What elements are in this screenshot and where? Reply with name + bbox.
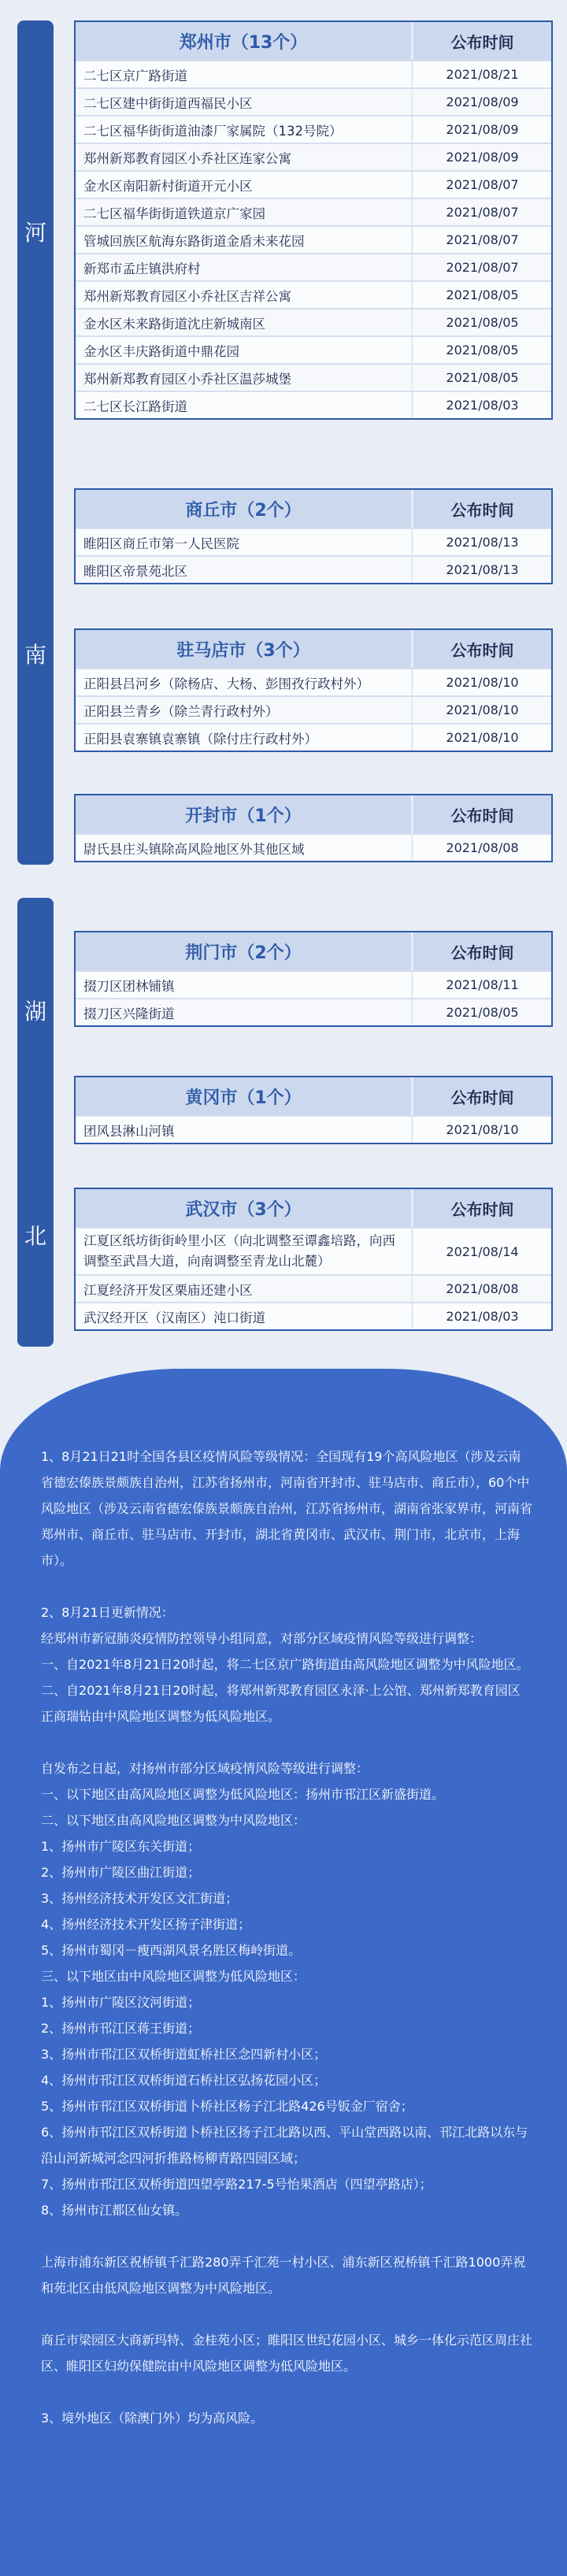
notice-paragraph: 2、扬州市广陵区曲江街道； [41,1865,201,1880]
area-name: 二七区建中街街道西福民小区 [83,95,253,111]
notice-paragraph: 2、扬州市邗江区蒋王街道； [41,2021,201,2036]
province-henan [17,20,553,865]
notice-paragraph: 8、扬州市江都区仙女镇。 [41,2203,188,2218]
publish-date: 2021/08/03 [411,1303,551,1329]
city-table-shangqiu [74,488,553,584]
table-row [76,998,551,1025]
area-name: 正阳县吕河乡（除杨店、大杨、彭围孜行政村外） [83,676,369,691]
area-name: 郑州新郑教育园区小乔社区吉祥公寓 [83,288,291,304]
paragraph-gap [41,1573,532,1599]
city-table-rows [74,528,553,584]
city-table-header [74,488,553,528]
notice-paragraph: 5、扬州市邗江区双桥街道卜桥社区杨子江北路426号钣金厂宿舍； [41,2099,413,2114]
notice-paragraph: 7、扬州市邗江区双桥街道四望亭路217-5号怡果酒店（四望亭路店）； [41,2177,432,2192]
city-table-header [74,20,553,60]
publish-date: 2021/08/09 [411,144,551,170]
notice-paragraph: 4、扬州市邗江区双桥街道石桥社区弘扬花园小区； [41,2073,327,2088]
table-row [76,1274,551,1302]
area-name: 管城回族区航海东路街道金盾未来花园 [83,233,305,249]
area-name: 武汉经开区（汉南区）沌口街道 [83,1310,265,1325]
notice-paragraph: 二、以下地区由高风险地区调整为中风险地区： [41,1813,306,1828]
area-name: 掇刀区兴隆街道 [83,1006,175,1021]
area-name: 金水区丰庆路街道中鼎花园 [83,343,239,359]
city-table-header [74,794,553,833]
publish-date: 2021/08/08 [411,835,551,861]
area-name: 正阳县兰青乡（除兰青行政村外） [83,703,279,719]
table-row [76,308,551,335]
table-row [76,198,551,225]
notice-card [0,1369,567,2576]
date-column-header: 公布时间 [411,630,551,668]
publish-date: 2021/08/05 [411,365,551,391]
province-char: 北 [24,1222,46,1249]
table-row [76,723,551,751]
publish-date: 2021/08/14 [411,1229,551,1274]
table-row [76,1115,551,1143]
area-name: 金水区未来路街道沈庄新城南区 [83,316,265,332]
notice-paragraph: 1、扬州市广陵区汶河街道； [41,1995,201,2010]
table-row [76,1227,551,1274]
notice-text [41,1444,532,2431]
publish-date: 2021/08/05 [411,999,551,1025]
area-name: 正阳县袁寨镇袁寨镇（除付庄行政村外） [83,731,317,747]
area-name: 江夏经济开发区栗庙还建小区 [83,1282,253,1298]
publish-date: 2021/08/05 [411,337,551,363]
notice-paragraph: 6、扬州市邗江区双桥街道卜桥社区扬子江北路以西、平山堂西路以南、邗江北路以东与沿山河新城河念四河折推路杨柳青路四园区域； [41,2125,528,2166]
area-name: 新郑市孟庄镇洪府村 [83,261,201,276]
table-row [76,60,551,87]
table-row [76,87,551,115]
paragraph-gap [41,1729,532,1755]
city-table-rows [74,1227,553,1331]
city-title: 郑州市（13个） [179,32,308,53]
notice-paragraph: 1、扬州市广陵区东关街道； [41,1839,201,1854]
publish-date: 2021/08/10 [411,697,551,723]
publish-date: 2021/08/07 [411,172,551,198]
area-name: 二七区福华街街道油漆厂家属院（132号院） [83,123,343,139]
table-row [76,253,551,280]
province-char: 湖 [24,998,46,1025]
city-table-rows [74,60,553,420]
paragraph-gap [41,2223,532,2249]
city-table-zhengzhou [74,20,553,420]
city-title: 商丘市（2个） [185,500,302,521]
publish-date: 2021/08/05 [411,282,551,308]
publish-date: 2021/08/07 [411,199,551,225]
area-name: 睢阳区商丘市第一人民医院 [83,536,239,551]
table-row [76,115,551,143]
notice-paragraph: 4、扬州经济技术开发区扬子津街道； [41,1917,251,1932]
notice-paragraph: 商丘市梁园区大商新玛特、金桂苑小区；睢阳区世纪花园小区、城乡一体化示范区周庄社区、睢阳区妇幼保健院由中风险地区调整为低风险地区。 [41,2333,533,2374]
publish-date: 2021/08/05 [411,309,551,335]
city-table-wuhan [74,1188,553,1331]
area-name: 尉氏县庄头镇除高风险地区外其他区域 [83,841,305,857]
paragraph-gap [41,2301,532,2327]
publish-date: 2021/08/10 [411,725,551,751]
notice-paragraph: 经郑州市新冠肺炎疫情防控领导小组同意，对部分区域疫情风险等级进行调整： [41,1631,483,1646]
notice-paragraph: 三、以下地区由中风险地区调整为低风险地区： [41,1969,306,1984]
notice-paragraph: 自发布之日起，对扬州市部分区域疫情风险等级进行调整： [41,1761,369,1776]
table-row [76,335,551,363]
publish-date: 2021/08/09 [411,89,551,115]
date-column-header: 公布时间 [411,932,551,970]
notice-paragraph: 2、8月21日更新情况： [41,1605,174,1620]
notice-paragraph: 5、扬州市蜀冈－瘦西湖风景名胜区梅岭街道。 [41,1943,302,1958]
table-row [76,528,551,555]
area-name: 郑州新郑教育园区小乔社区温莎城堡 [83,371,291,387]
publish-date: 2021/08/07 [411,254,551,280]
publish-date: 2021/08/09 [411,117,551,143]
publish-date: 2021/08/08 [411,1276,551,1302]
table-row [76,143,551,170]
area-name: 睢阳区帝景苑北区 [83,563,187,579]
notice-paragraph: 一、自2021年8月21日20时起，将二七区京广路街道由高风险地区调整为中风险地区。 [41,1657,529,1672]
area-name: 二七区长江路街道 [83,398,187,414]
table-row [76,1302,551,1329]
area-name: 掇刀区团林铺镇 [83,978,175,994]
city-title: 开封市（1个） [185,806,302,826]
table-row [76,668,551,695]
city-table-huanggang [74,1076,553,1144]
city-table-header [74,1188,553,1227]
notice-paragraph: 3、扬州经济技术开发区文汇街道； [41,1891,239,1906]
city-table-header [74,1076,553,1115]
notice-paragraph: 1、8月21日21时全国各县区疫情风险等级情况：全国现有19个高风险地区（涉及云南省德宏傣族景颇族自治州，江苏省扬州市，河南省开封市、驻马店市、商丘市），60个中风险地区（涉及云南省德宏傣族景颇族自治州，江苏省扬州市，湖南省张家界市，河南省郑州市、商丘市、驻马店市、开封市，湖北省黄冈市、武汉市、荆门市，北京市，上海市）。 [41,1449,533,1568]
publish-date: 2021/08/11 [411,972,551,998]
province-char: 河 [24,220,46,246]
table-row [76,391,551,418]
notice-paragraph: 二、自2021年8月21日20时起，将郑州新郑教育园区永泽·上公馆、郑州新郑教育园区正商瑞钻由中风险地区调整为低风险地区。 [41,1683,521,1724]
publish-date: 2021/08/10 [411,1117,551,1143]
table-row [76,225,551,253]
city-table-kaifeng [74,794,553,862]
city-table-rows [74,668,553,752]
city-title: 黄冈市（1个） [185,1088,302,1108]
date-column-header: 公布时间 [411,1189,551,1227]
publish-date: 2021/08/13 [411,529,551,555]
publish-date: 2021/08/13 [411,557,551,583]
city-table-header [74,628,553,668]
publish-date: 2021/08/07 [411,227,551,253]
city-table-rows [74,833,553,862]
notice-paragraph: 上海市浦东新区祝桥镇千汇路280弄千汇苑一村小区、浦东新区祝桥镇千汇路1000弄祝和苑北区由低风险地区调整为中风险地区。 [41,2255,526,2296]
date-column-header: 公布时间 [411,795,551,833]
city-table-rows [74,1115,553,1144]
table-row [76,170,551,198]
table-row [76,555,551,583]
notice-paragraph: 3、境外地区（除澳门外）均为高风险。 [41,2411,264,2426]
notice-paragraph: 3、扬州市邗江区双桥街道虹桥社区念四新村小区； [41,2047,327,2062]
area-name: 金水区南阳新村街道开元小区 [83,178,253,194]
province-label-bar [17,898,54,1347]
publish-date: 2021/08/03 [411,392,551,418]
paragraph-gap [41,2379,532,2405]
table-row [76,363,551,391]
city-title: 荆门市（2个） [185,943,302,963]
table-row [76,280,551,308]
province-char: 南 [24,642,46,668]
date-column-header: 公布时间 [411,1077,551,1115]
table-row [76,833,551,861]
city-title: 武汉市（3个） [185,1199,302,1220]
area-name: 江夏区纸坊街街岭里小区（向北调整至谭鑫培路，向西调整至武昌大道，向南调整至青龙山北麓） [83,1233,395,1269]
notice-paragraph: 一、以下地区由高风险地区调整为低风险地区：扬州市邗江区新盛街道。 [41,1787,445,1802]
date-column-header: 公布时间 [411,22,551,60]
area-name: 二七区京广路街道 [83,68,187,83]
publish-date: 2021/08/21 [411,61,551,87]
area-name: 团风县淋山河镇 [83,1123,175,1139]
city-table-jingmen [74,931,553,1027]
table-row [76,695,551,723]
province-hubei [17,898,553,1347]
city-table-zhumadian [74,628,553,752]
table-row [76,970,551,998]
publish-date: 2021/08/10 [411,669,551,695]
city-table-header [74,931,553,970]
area-name: 郑州新郑教育园区小乔社区连家公寓 [83,150,291,166]
area-name: 二七区福华街街道铁道京广家园 [83,206,265,221]
city-title: 驻马店市（3个） [176,640,310,661]
date-column-header: 公布时间 [411,490,551,528]
province-label-bar [17,20,54,865]
city-table-rows [74,970,553,1027]
